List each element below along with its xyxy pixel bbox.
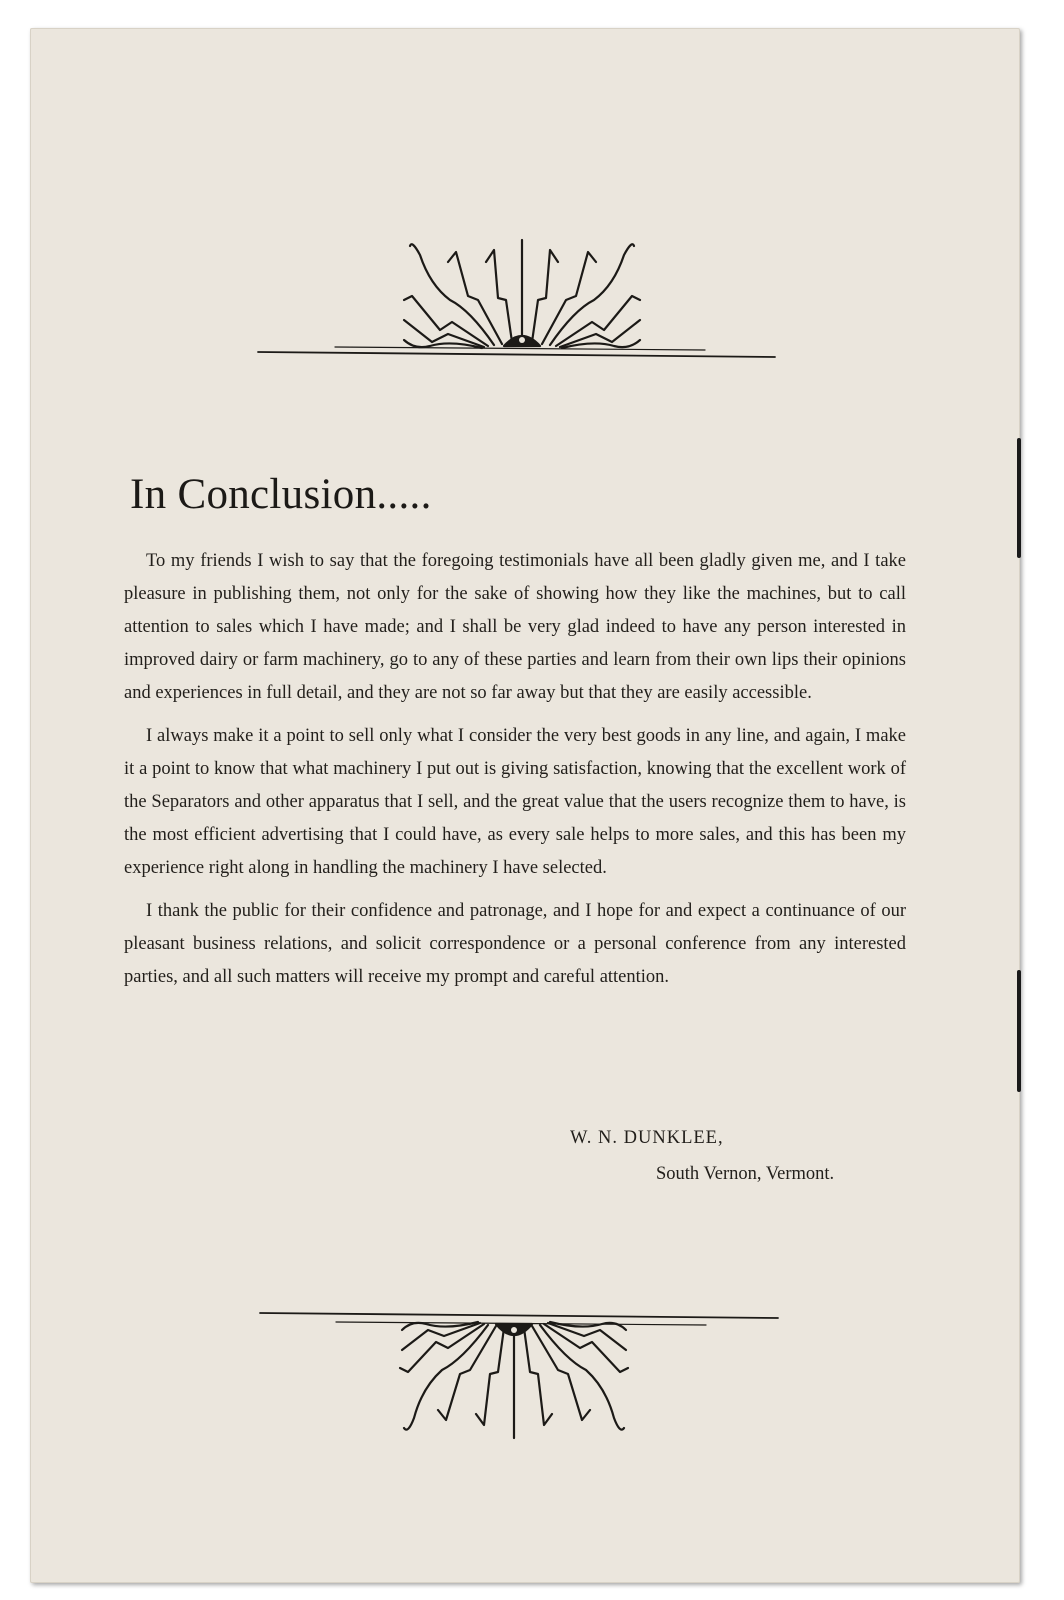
page-title: In Conclusion..... [130, 471, 432, 518]
staple-top [1017, 438, 1021, 558]
paragraph-2: I always make it a point to sell only what I consider the very best goods in any line, and again, I make it a point to know that what machinery I put out is giving satisfaction, knowing that the excellent work of the Separators and other apparatus that I sell, and the great value that the users recognize them to have, is the most efficient advertising that I could have, as every sale helps to more sales, and this has been my experience right along in handling the machinery I have selected. [124, 726, 906, 878]
sunrise-ornament-icon [0, 220, 1064, 370]
paragraph-3: I thank the public for their confidence and patronage, and I hope for and expect a continuance of our pleasant business relations, and solicit correspondence or a personal conference from any interested parties, and all such matters will receive my prompt and careful attention. [124, 901, 906, 987]
inverted-sunrise-ornament-icon [0, 1300, 1064, 1460]
body-text [124, 545, 906, 1004]
signature-place: South Vernon, Vermont. [656, 1164, 835, 1184]
staple-bottom [1017, 970, 1021, 1092]
signature-block [540, 1120, 900, 1192]
paragraph-1: To my friends I wish to say that the foregoing testimonials have all been gladly given me, and I take pleasure in publishing them, not only for the sake of showing how they like the machines, but to call attention to sales which I have made; and I shall be very glad indeed to have any person interested in improved dairy or farm machinery, go to any of these parties and learn from their own lips their opinions and experiences in full detail, and they are not so far away but that they are easily accessible. [124, 551, 906, 703]
signature-name: W. N. DUNKLEE, [570, 1128, 724, 1148]
